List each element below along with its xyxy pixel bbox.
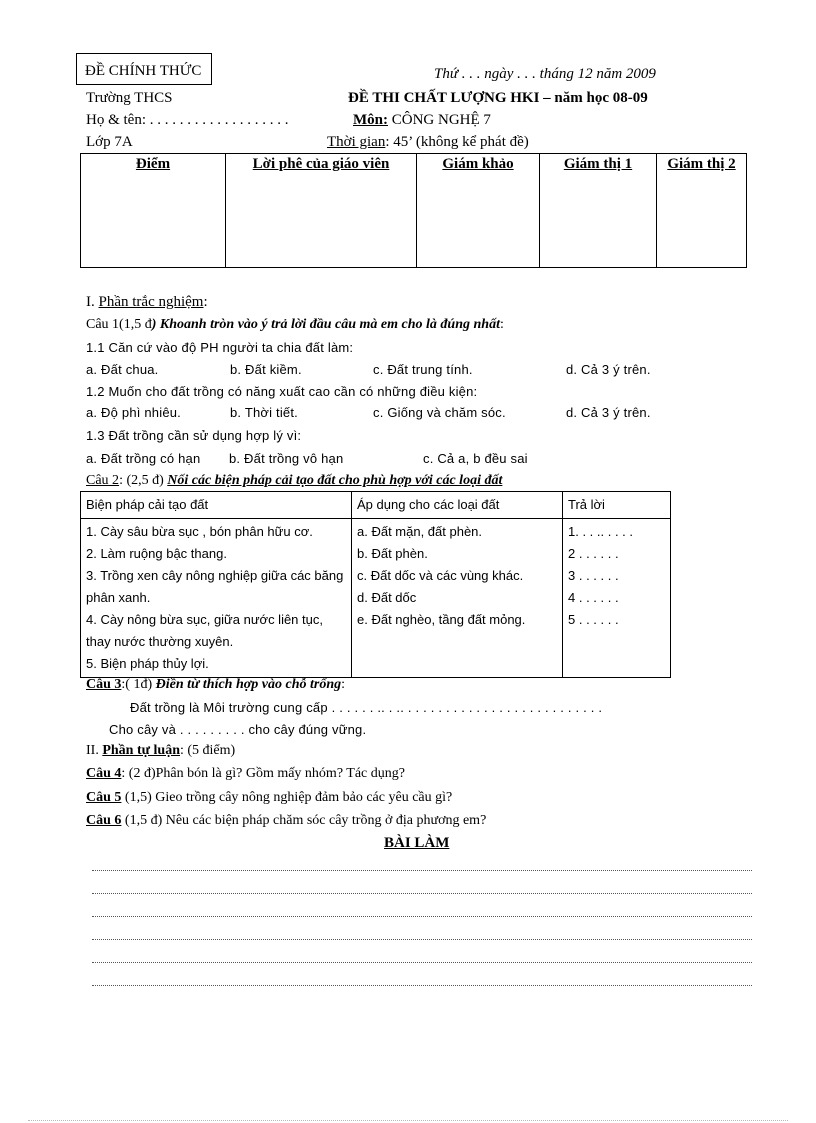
matching-soils-cell	[352, 519, 563, 678]
q3-line-2: Cho cây và . . . . . . . . . cho cây đúng vững.	[109, 722, 367, 737]
grade-table	[80, 153, 747, 268]
answer-blank[interactable]: 2 . . . . . .	[568, 546, 619, 561]
q1-3-option-b: b. Đất trồng vô hạn	[229, 451, 344, 466]
grade-col-proctor-1: Giám thị 1	[540, 154, 657, 268]
grade-col-score: Điểm	[81, 154, 226, 268]
answer-blank[interactable]: 1. . . .. . . . .	[568, 524, 634, 539]
q1-1-question: 1.1 Căn cứ vào độ PH người ta chia đất làm:	[86, 340, 354, 355]
q1-3-option-c: c. Cả a, b đều sai	[423, 451, 528, 466]
q1-2-option-b: b. Thời tiết.	[230, 405, 298, 420]
subject-value: CÔNG NGHỆ 7	[388, 112, 491, 128]
q1-2-question: 1.2 Muốn cho đất trồng có năng xuất cao cần có những điều kiện:	[86, 384, 478, 399]
school-name: Trường THCS	[86, 90, 173, 106]
soil-item: c. Đất dốc và các vùng khác.	[357, 568, 524, 583]
answer-section-heading: BÀI LÀM	[384, 835, 450, 851]
q3-heading: Câu 3:( 1đ) Điền từ thích hợp vào chỗ trống:	[86, 677, 345, 692]
class-label: Lớp 7A	[86, 134, 133, 150]
answer-line[interactable]	[92, 962, 752, 963]
method-item: 4. Cày nông bừa sục, giữa nước liên tục, thay nước thường xuyên.	[86, 612, 323, 649]
soil-item: a. Đất mặn, đất phèn.	[357, 524, 483, 539]
matching-header-answer: Trả lời	[563, 492, 671, 519]
q3-line-1: Đất trồng là Môi trường cung cấp . . . . . . .. . .. . . . . . . . . . . . . . . . . . . . . . . . . . .	[130, 700, 603, 715]
matching-header-soil: Áp dụng cho các loại đất	[352, 492, 563, 519]
part1-heading: I. Phần trắc nghiệm:	[86, 294, 208, 310]
q1-2-option-d: d. Cả 3 ý trên.	[566, 405, 651, 420]
grade-col-examiner: Giám khảo	[417, 154, 540, 268]
matching-header-method: Biện pháp cải tạo đất	[81, 492, 352, 519]
q5-question: Câu 5 (1,5) Gieo trồng cây nông nghiệp đảm bảo các yêu cầu gì?	[86, 790, 453, 805]
method-item: 5. Biện pháp thủy lợi.	[86, 656, 209, 671]
time-line	[327, 134, 529, 151]
q1-3-option-a: a. Đất trồng có hạn	[86, 451, 201, 466]
q1-1-option-b: b. Đất kiềm.	[230, 362, 302, 377]
answer-line[interactable]	[92, 893, 752, 894]
matching-answers-cell	[563, 519, 671, 678]
soil-item: b. Đất phèn.	[357, 546, 428, 561]
answer-line[interactable]	[92, 870, 752, 871]
q2-heading: Câu 2: (2,5 đ) Nối các biện pháp cải tạo đất cho phù hợp với các loại đất	[86, 473, 503, 488]
student-name-field: Họ & tên: . . . . . . . . . . . . . . . . . . .	[86, 112, 289, 128]
method-item: 3. Trồng xen cây nông nghiệp giữa các băng phân xanh.	[86, 568, 344, 605]
subject-line	[353, 112, 491, 129]
part2-heading: II. Phần tự luận: (5 điểm)	[86, 743, 236, 758]
q1-2-option-a: a. Độ phì nhiêu.	[86, 405, 181, 420]
q1-2-option-c: c. Giống và chăm sóc.	[373, 405, 506, 420]
soil-item: e. Đất nghèo, tầng đất mỏng.	[357, 612, 526, 627]
q1-1-option-d: d. Cả 3 ý trên.	[566, 362, 651, 377]
date-line: Thứ . . . ngày . . . tháng 12 năm 2009	[434, 66, 656, 82]
q1-1-option-c: c. Đất trung tính.	[373, 362, 473, 377]
answer-blank[interactable]: 4 . . . . . .	[568, 590, 619, 605]
method-item: 1. Cày sâu bừa sục , bón phân hữu cơ.	[86, 524, 313, 539]
q4-question: Câu 4: (2 đ)Phân bón là gì? Gồm mấy nhóm? Tác dụng?	[86, 766, 405, 781]
grade-col-teacher-comment: Lời phê của giáo viên	[226, 154, 417, 268]
matching-table	[80, 491, 671, 678]
time-label: Thời gian	[327, 134, 386, 150]
q1-3-question: 1.3 Đất trồng cần sử dụng hợp lý vì:	[86, 428, 302, 443]
soil-item: d. Đất dốc	[357, 590, 417, 605]
q1-heading: Câu 1(1,5 đ) Khoanh tròn vào ý trả lời đầu câu mà em cho là đúng nhất:	[86, 317, 504, 332]
time-value: : 45’ (không kể phát đề)	[385, 134, 529, 150]
exam-title: ĐỀ THI CHẤT LƯỢNG HKI – năm học 08-09	[348, 90, 648, 106]
answer-line[interactable]	[92, 985, 752, 986]
page-bottom-divider	[28, 1120, 788, 1121]
q1-1-option-a: a. Đất chua.	[86, 362, 159, 377]
official-exam-label: ĐỀ CHÍNH THỨC	[85, 63, 202, 79]
method-item: 2. Làm ruộng bậc thang.	[86, 546, 227, 561]
answer-line[interactable]	[92, 939, 752, 940]
grade-col-proctor-2: Giám thị 2	[657, 154, 747, 268]
matching-methods-cell	[81, 519, 352, 678]
answer-line[interactable]	[92, 916, 752, 917]
q6-question: Câu 6 (1,5 đ) Nêu các biện pháp chăm sóc cây trồng ở địa phương em?	[86, 813, 487, 828]
official-exam-badge	[76, 53, 212, 85]
subject-label: Môn:	[353, 112, 388, 128]
answer-blank[interactable]: 3 . . . . . .	[568, 568, 619, 583]
answer-blank[interactable]: 5 . . . . . .	[568, 612, 619, 627]
